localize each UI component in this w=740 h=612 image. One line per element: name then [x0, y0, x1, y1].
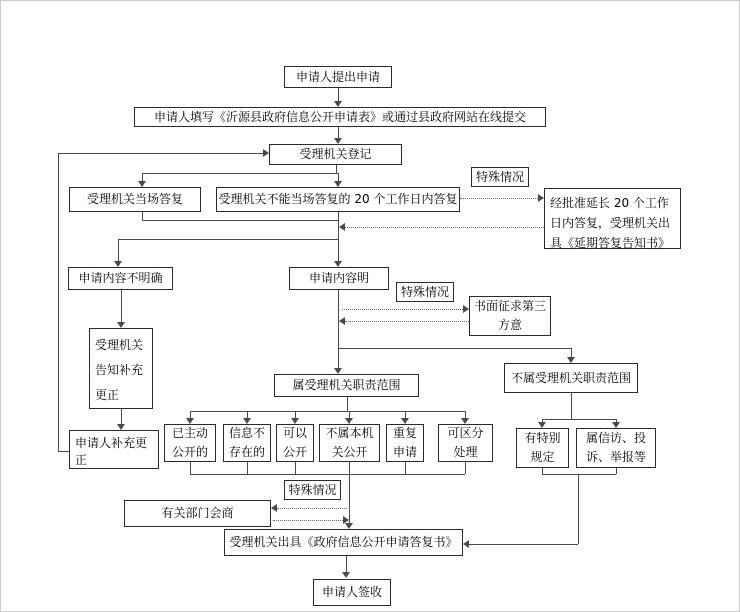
node-special-case-2: 特殊情况 [396, 282, 454, 302]
node-special-case-3: 特殊情况 [284, 480, 341, 500]
node-dept-consultation: 有关部门会商 [124, 500, 271, 527]
arrow-down-icon [342, 572, 350, 578]
arrow-down-icon [138, 181, 146, 187]
node-already-public: 已主动公开的 [164, 424, 216, 462]
arrow-down-icon [243, 418, 251, 424]
line [190, 462, 191, 474]
node-content-unclear: 申请内容不明确 [68, 267, 173, 290]
line [247, 411, 248, 418]
line [190, 411, 465, 412]
node-not-this-agency: 不属本机关公开 [319, 424, 380, 462]
line [121, 290, 122, 322]
line [190, 411, 191, 418]
line [349, 462, 350, 523]
node-reply-20days: 受理机关不能当场答复的 20 个工作日内答复 [216, 187, 460, 212]
line [247, 462, 248, 474]
node-info-nonexistent: 信息不存在的 [223, 424, 271, 462]
line [542, 419, 616, 420]
arrow-down-icon [334, 368, 342, 374]
arrow-down-icon [612, 422, 620, 428]
node-onspot-reply: 受理机关当场答复 [69, 187, 201, 212]
node-notify-supplement: 受理机关告知补充更正 [89, 328, 153, 409]
arrow-down-icon [345, 418, 353, 424]
arrow-down-icon [117, 424, 125, 430]
node-can-disclose: 可以公开 [276, 424, 314, 462]
node-petition-complaint: 属信访、投诉、举报等 [576, 428, 656, 468]
dotted-line [460, 198, 538, 199]
node-duplicate-request: 重复申请 [386, 424, 424, 462]
line [469, 544, 578, 545]
line [346, 556, 347, 573]
node-fill-form: 申请人填写《沂源县政府信息公开申请表》或通过县政府网站在线提交 [134, 107, 546, 127]
node-in-scope: 属受理机关职责范围 [274, 374, 419, 397]
line [118, 239, 338, 240]
node-third-party-opinion: 书面征求第三方意 [469, 296, 551, 336]
arrow-down-icon [334, 101, 342, 107]
arrow-down-icon [401, 418, 409, 424]
line [578, 474, 579, 544]
node-special-provision: 有特别规定 [516, 428, 569, 468]
arrow-right-icon [343, 516, 349, 524]
line [338, 348, 571, 349]
node-applicant-sign: 申请人签收 [313, 579, 391, 606]
node-special-case-1: 特殊情况 [471, 167, 529, 187]
node-out-of-scope: 不属受理机关职责范围 [504, 363, 638, 393]
line [347, 397, 348, 411]
line [338, 290, 339, 368]
node-separable-handling: 可区分处理 [438, 424, 493, 462]
arrow-left-icon [463, 540, 469, 548]
line [349, 411, 350, 418]
arrow-down-icon [567, 357, 575, 363]
line [58, 153, 59, 452]
node-issue-reply: 受理机关出具《政府信息公开申请答复书》 [224, 529, 463, 556]
line [571, 393, 572, 419]
arrow-down-icon [334, 138, 342, 144]
line [121, 409, 122, 424]
line [295, 411, 296, 418]
dotted-line [345, 321, 469, 322]
line [338, 88, 339, 102]
line [405, 462, 406, 474]
node-content-clear: 申请内容明 [289, 267, 389, 290]
arrow-down-icon [291, 418, 299, 424]
arrow-left-icon [271, 504, 277, 512]
line [616, 468, 617, 474]
line [465, 411, 466, 418]
line [571, 348, 572, 357]
line [405, 411, 406, 418]
node-applicant-supplement: 申请人补充更正 [69, 430, 159, 469]
arrow-left-icon [339, 317, 345, 325]
line [118, 239, 119, 261]
node-register: 受理机关登记 [269, 144, 402, 165]
line [338, 173, 339, 181]
dotted-line [342, 309, 463, 310]
node-extension-notice: 经批准延长 20 个工作日内答复，受理机关出具《延期答复告知书》 [544, 188, 681, 249]
line [142, 173, 143, 181]
arrow-down-icon [334, 261, 342, 267]
arrow-right-icon [263, 149, 269, 157]
line [295, 462, 296, 474]
line [58, 451, 69, 452]
line [190, 474, 465, 475]
line [338, 127, 339, 138]
arrow-down-icon [117, 322, 125, 328]
line [465, 462, 466, 474]
arrow-right-icon [463, 305, 469, 313]
node-applicant-submit: 申请人提出申请 [284, 66, 392, 88]
arrow-right-icon [538, 194, 544, 202]
arrow-down-icon [461, 418, 469, 424]
line [338, 212, 339, 262]
dotted-line [273, 520, 343, 521]
arrow-down-icon [186, 418, 194, 424]
dotted-line [345, 227, 544, 228]
line [142, 173, 338, 174]
arrow-down-icon [538, 422, 546, 428]
arrow-down-icon [334, 181, 342, 187]
line [58, 153, 263, 154]
dotted-line [277, 508, 347, 509]
line [542, 474, 616, 475]
line [142, 220, 338, 221]
line [336, 165, 337, 173]
arrow-left-icon [339, 223, 345, 231]
arrow-down-icon [114, 261, 122, 267]
